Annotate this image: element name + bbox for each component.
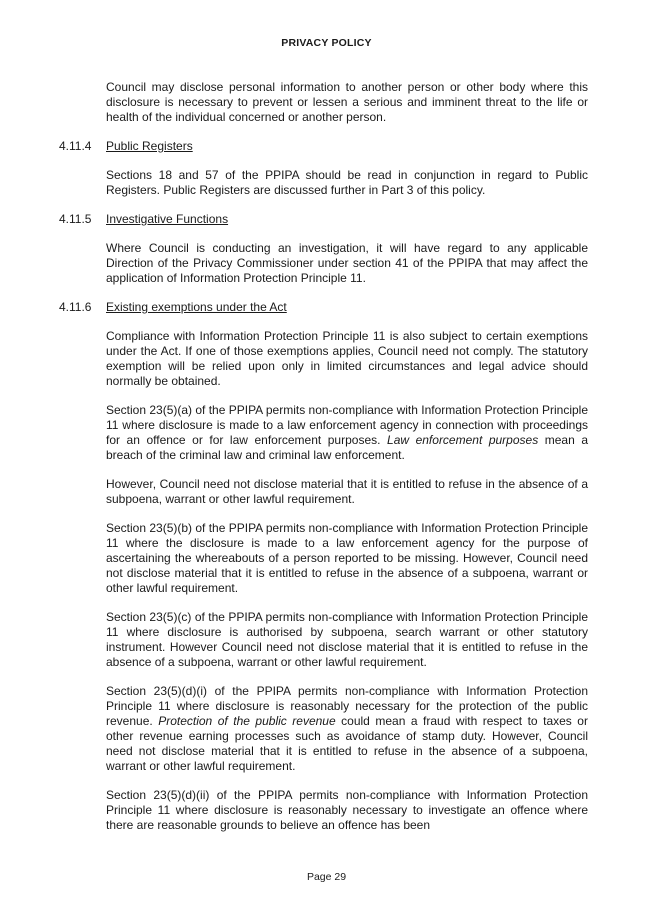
section-paragraph: Section 23(5)(b) of the PPIPA permits non-compliance with Information Protection Principle 11 where the disclosure is made to a law enforcement agency for the purpose of ascertaining the whereabouts of a person reported to be missing. However, Council need not disclose material that it is entitled to refuse in the absence of a subpoena, warrant or other lawful requirement.	[106, 521, 589, 595]
section-paragraph	[106, 684, 588, 774]
intro-paragraph: Council may disclose personal information to another person or other body where this disclosure is necessary to prevent or lessen a serious and imminent threat to the life or health of the individual concerned or another person.	[106, 80, 588, 124]
paragraph-text: mean a breach of the criminal law and criminal law enforcement.	[106, 433, 588, 462]
page-number: Page 29	[306, 871, 347, 883]
section-paragraph: Compliance with Information Protection Principle 11 is also subject to certain exemptions under the Act. If one of those exemptions applies, Council need not comply. The statutory exemption will be relied upon only in limited circumstances and legal advice should normally be obtained.	[106, 329, 588, 388]
section-heading-investigative-functions	[0, 212, 653, 227]
section-number: 4.11.5	[59, 212, 92, 226]
paragraph-text: Section 23(5)(a) of the PPIPA permits non-compliance with Information Protection Principle 11 where disclosure is made to a law enforcement agency in connection with proceedings for an offence or for law enforcement purposes.	[106, 403, 589, 447]
section-paragraph: Sections 18 and 57 of the PPIPA should be read in conjunction in regard to Public Registers. Public Registers are discussed further in Part 3 of this policy.	[106, 168, 588, 197]
paragraph-text: could mean a fraud with respect to taxes or other revenue earning processes such as avoidance of stamp duty. However, Council need not disclose material that it is entitled to refuse in the absence of a subpoena, warrant or other lawful requirement.	[106, 714, 588, 773]
section-heading-public-registers	[0, 139, 653, 154]
section-title: Existing exemptions under the Act	[106, 300, 287, 314]
section-paragraph: Section 23(5)(d)(ii) of the PPIPA permits non-compliance with Information Protection Principle 11 where disclosure is reasonably necessary to investigate an offence where there are reasonable grounds to believe an offence has been	[106, 788, 588, 832]
page-content	[0, 80, 653, 847]
section-heading-existing-exemptions	[0, 300, 653, 315]
section-paragraph: However, Council need not disclose material that it is entitled to refuse in the absence of a subpoena, warrant or other lawful requirement.	[106, 477, 588, 506]
paragraph-text: Section 23(5)(d)(i) of the PPIPA permits non-compliance with Information Protection Principle 11 where disclosure is reasonably necessary for the protection of the public revenue.	[106, 684, 588, 728]
section-title: Public Registers	[106, 139, 193, 153]
section-paragraph: Section 23(5)(c) of the PPIPA permits non-compliance with Information Protection Principle 11 where disclosure is authorised by subpoena, search warrant or other statutory instrument. However Council need not disclose material that it is entitled to refuse in the absence of a subpoena, warrant or other lawful requirement.	[106, 610, 588, 669]
section-title: Investigative Functions	[106, 212, 229, 226]
defined-term: Law enforcement purposes	[387, 433, 539, 447]
section-number: 4.11.4	[59, 139, 92, 153]
page-header: PRIVACY POLICY	[281, 37, 372, 49]
section-paragraph: Where Council is conducting an investigation, it will have regard to any applicable Direction of the Privacy Commissioner under section 41 of the PPIPA that may affect the application of Information Protection Principle 11.	[106, 241, 588, 285]
section-number: 4.11.6	[59, 300, 92, 314]
section-paragraph	[106, 403, 588, 463]
defined-term: Protection of the public revenue	[158, 714, 336, 728]
